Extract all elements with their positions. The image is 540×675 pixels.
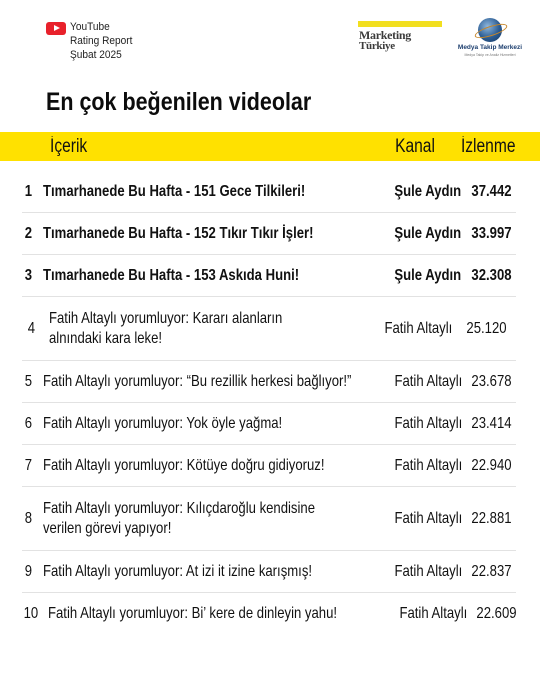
table-row	[22, 445, 516, 487]
rank-cell: 10	[23, 605, 39, 622]
channel-cell: Fatih Altaylı	[394, 509, 463, 527]
views-cell: 23.414	[471, 414, 512, 432]
report-meta	[70, 20, 138, 62]
views-cell: 32.308	[471, 266, 512, 284]
channel-cell: Fatih Altaylı	[394, 562, 463, 580]
channel-cell: Fatih Altaylı	[394, 456, 463, 474]
rank-cell: 5	[24, 372, 33, 390]
table-row	[22, 171, 516, 213]
video-title-cell: Tımarhanede Bu Hafta - 151 Gece Tilkileri!	[43, 182, 306, 200]
rank-cell: 1	[24, 182, 33, 200]
rank-cell: 4	[27, 319, 36, 337]
rank-cell: 8	[24, 509, 33, 527]
video-title-cell: Fatih Altaylı yorumluyor: Yok öyle yağma!	[43, 414, 283, 432]
table-row	[22, 403, 516, 445]
column-header-content: İçerik	[50, 136, 88, 157]
views-cell: 33.997	[471, 224, 512, 242]
marketing-turkiye-logo	[358, 18, 442, 56]
video-title-cell: Fatih Altaylı yorumluyor: Kılıçdaroğlu kendisine verilen görevi yapıyor!	[43, 499, 316, 537]
logo-medya-subtext: Medya Takip ve Analiz Hizmetleri	[464, 53, 516, 57]
video-title-cell: Fatih Altaylı yorumluyor: Kötüye doğru gidiyoruz!	[43, 456, 325, 474]
column-header-views: İzlenme	[460, 136, 516, 157]
table-row	[22, 361, 516, 403]
channel-cell: Şule Aydın	[394, 182, 462, 200]
video-title-cell: Fatih Altaylı yorumluyor: At izi it izine karışmış!	[43, 562, 313, 580]
table-row	[22, 551, 516, 593]
table-row	[22, 487, 516, 551]
report-label: Rating Report	[70, 35, 133, 47]
table-row	[22, 593, 516, 635]
channel-cell: Fatih Altaylı	[399, 605, 468, 622]
views-cell: 23.678	[471, 372, 512, 390]
video-title-cell: Fatih Altaylı yorumluyor: Bi’ kere de dinleyin yahu!	[47, 605, 337, 622]
video-title-cell: Tımarhanede Bu Hafta - 153 Askıda Huni!	[43, 266, 300, 284]
logo-turkiye-text: Türkiye	[359, 40, 395, 52]
report-header	[0, 0, 540, 80]
rank-cell: 7	[24, 456, 33, 474]
table-header	[0, 132, 540, 161]
rank-cell: 6	[24, 414, 33, 432]
views-cell: 22.881	[471, 509, 512, 527]
logo-medya-text: Medya Takip Merkezi	[457, 44, 523, 51]
channel-cell: Fatih Altaylı	[394, 414, 463, 432]
globe-icon	[478, 18, 502, 42]
report-period: Şubat 2025	[70, 49, 122, 61]
views-cell: 25.120	[466, 319, 507, 337]
column-header-channel: Kanal	[395, 136, 435, 157]
logo-marketing-text: Marketing	[359, 28, 411, 42]
rank-cell: 3	[24, 266, 33, 284]
views-cell: 22.940	[471, 456, 512, 474]
channel-cell: Fatih Altaylı	[384, 319, 453, 337]
ranking-table	[22, 171, 516, 635]
table-row	[22, 255, 516, 297]
channel-cell: Şule Aydın	[394, 224, 462, 242]
views-cell: 37.442	[471, 182, 512, 200]
channel-cell: Şule Aydın	[394, 266, 462, 284]
rank-cell: 2	[24, 224, 33, 242]
medya-takip-merkezi-logo	[452, 16, 528, 62]
video-title-cell: Fatih Altaylı yorumluyor: “Bu rezillik herkesi bağlıyor!”	[43, 372, 352, 390]
rank-cell: 9	[24, 562, 33, 580]
table-row	[22, 213, 516, 255]
page-title: En çok beğenilen videolar	[46, 88, 312, 116]
video-title-cell: Fatih Altaylı yorumluyor: Kararı alanların alnındaki kara leke!	[49, 309, 283, 347]
views-cell: 22.609	[476, 605, 517, 622]
logo-yellow-bar	[358, 21, 442, 27]
table-row	[22, 297, 516, 361]
video-title-cell: Tımarhanede Bu Hafta - 152 Tıkır Tıkır İşler!	[43, 224, 314, 242]
youtube-icon	[46, 22, 66, 35]
views-cell: 22.837	[471, 562, 512, 580]
channel-cell: Fatih Altaylı	[394, 372, 463, 390]
youtube-label: YouTube	[70, 21, 110, 33]
